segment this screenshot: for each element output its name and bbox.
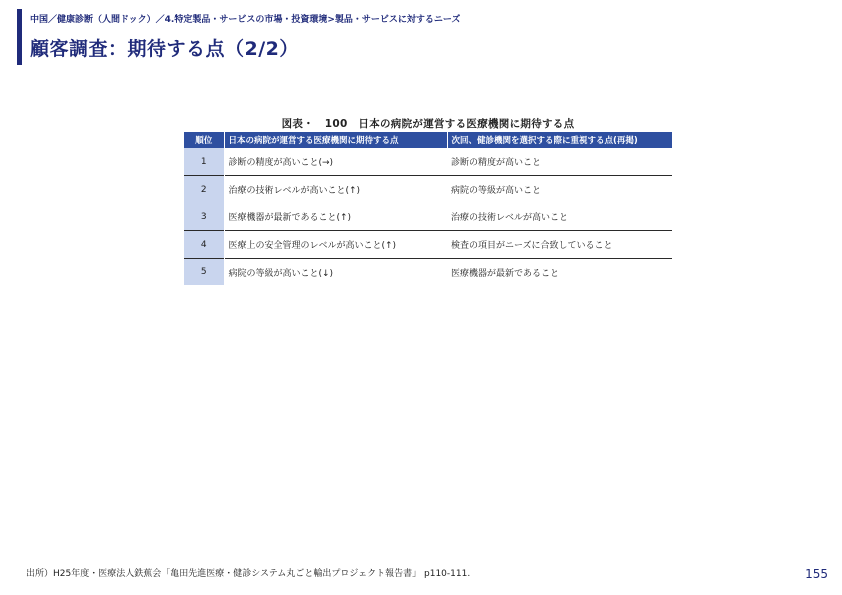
select-cell: 病院の等級が高いこと xyxy=(447,176,672,204)
select-cell: 検査の項目がニーズに合致していること xyxy=(447,231,672,259)
expect-cell: 診断の精度が高いこと(→) xyxy=(228,158,334,168)
select-cell: 診断の精度が高いこと xyxy=(451,158,542,168)
figure-table xyxy=(184,116,672,290)
table-row xyxy=(184,176,672,204)
expect-cell: 医療上の安全管理のレベルが高いこと(↑) xyxy=(224,231,447,259)
column-header-expect: 日本の病院が運営する医療機関に期待する点 xyxy=(224,132,447,148)
page-title: 顧客調査：期待する点（2/2） xyxy=(30,38,299,60)
rank-cell: 5 xyxy=(184,259,224,286)
figure-caption: 図表・ 100 日本の病院が運営する医療機関に期待する点 xyxy=(281,118,575,130)
rank-cell: 1 xyxy=(184,148,224,176)
table-row xyxy=(184,231,672,259)
table-row xyxy=(184,203,672,231)
breadcrumb: 中国／健康診断（人間ドック）／4.特定製品・サービスの市場・投資環境>製品・サービスに対するニーズ xyxy=(30,15,461,25)
select-cell: 治療の技術レベルが高いこと xyxy=(451,213,569,223)
column-header-rank: 順位 xyxy=(184,132,224,148)
expectation-table xyxy=(184,132,673,285)
page-number: 155 xyxy=(805,567,828,581)
expect-cell: 医療機器が最新であること(↑) xyxy=(228,213,352,223)
column-header-select: 次回、健診機関を選択する際に重視する点(再掲) xyxy=(447,132,672,148)
rank-cell: 3 xyxy=(184,203,224,231)
table-row xyxy=(184,148,672,176)
expect-cell: 病院の等級が高いこと(↓) xyxy=(224,259,447,286)
expect-cell: 治療の技術レベルが高いこと(↑) xyxy=(224,176,447,204)
table-header-row xyxy=(184,132,672,148)
title-accent-bar xyxy=(17,9,22,65)
rank-cell: 4 xyxy=(184,231,224,259)
rank-cell: 2 xyxy=(184,176,224,204)
select-cell: 医療機器が最新であること xyxy=(447,259,672,286)
source-note: 出所）H25年度・医療法人鉄蕉会「亀田先進医療・健診システム丸ごと輸出プロジェクト報告書」 p110-111. xyxy=(26,569,471,579)
table-row xyxy=(184,259,672,286)
